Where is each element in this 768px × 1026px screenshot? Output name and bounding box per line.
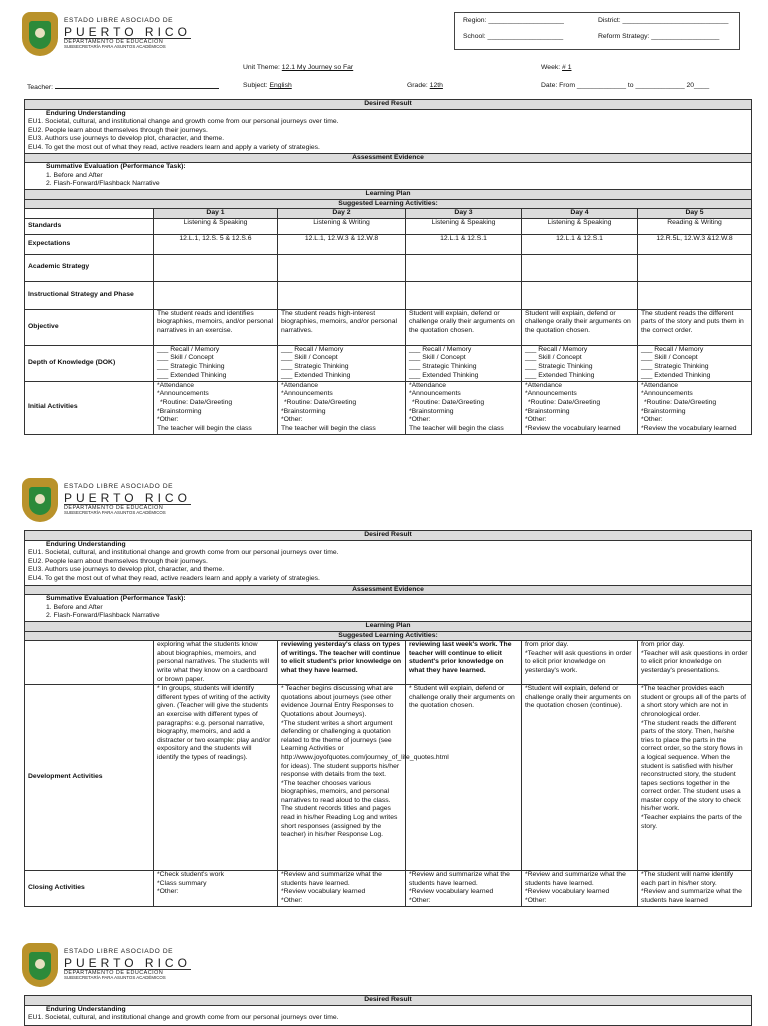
initial-line: The teacher will begin the class xyxy=(281,424,376,432)
dok-option[interactable]: ___ Extended Thinking xyxy=(157,371,227,379)
day-header-blank xyxy=(25,209,154,219)
dok-option[interactable]: ___ Recall / Memory xyxy=(641,345,704,353)
summative-title: Summative Evaluation (Performance Task): xyxy=(46,595,186,603)
reform-strategy-field[interactable]: Reform Strategy: __________________ xyxy=(598,33,720,40)
standards-day-4[interactable]: Listening & Speaking xyxy=(522,218,638,234)
development-activities-label: Development Activities xyxy=(25,685,154,871)
dok-option[interactable]: ___ Strategic Thinking xyxy=(157,362,225,370)
unit-theme-label: Unit Theme: xyxy=(243,64,280,71)
initial-line: *Brainstorming xyxy=(157,407,202,415)
eu2: EU2. People learn about themselves through their journeys. xyxy=(28,557,208,565)
school-field[interactable]: School: ____________________ xyxy=(463,33,564,40)
subject xyxy=(243,82,292,89)
instructional-day-2[interactable] xyxy=(278,281,406,309)
page-3 xyxy=(0,935,768,1024)
initial-line: *Other: xyxy=(641,416,663,424)
lesson-plan-table-page3 xyxy=(24,995,752,1026)
standards-day-3[interactable]: Listening & Speaking xyxy=(406,218,522,234)
eu3: EU3. Authors use journeys to develop plot, character, and theme. xyxy=(28,566,225,574)
dok-day-2[interactable] xyxy=(278,345,406,381)
teacher-label: Teacher: xyxy=(27,84,54,91)
dok-label: Depth of Knowledge (DOK) xyxy=(25,345,154,381)
assessment-evidence-header: Assessment Evidence xyxy=(25,585,752,595)
dok-option[interactable]: ___ Recall / Memory xyxy=(409,345,472,353)
task-1: 1. Before and After xyxy=(46,171,103,179)
initial-activities-label: Initial Activities xyxy=(25,381,154,434)
continued-label-blank xyxy=(25,641,154,685)
dok-option[interactable]: ___ Recall / Memory xyxy=(281,345,344,353)
development-day-4[interactable]: *Student will explain, defend or challenge orally their arguments on the quotation chosen (continue). xyxy=(522,685,638,871)
closing-activities-label: Closing Activities xyxy=(25,871,154,907)
region-field[interactable]: Region: ____________________ xyxy=(463,17,564,24)
instructional-strategy-label: Instructional Strategy and Phase xyxy=(25,281,154,309)
subject-label: Subject: xyxy=(243,82,268,89)
dok-option[interactable]: ___ Extended Thinking xyxy=(525,371,595,379)
grade xyxy=(407,82,443,89)
initial-line: The teacher will begin the class xyxy=(157,424,252,432)
expectations-day-4[interactable]: 12.L.1 & 12.S.1 xyxy=(522,234,638,254)
agency-logo xyxy=(22,943,191,987)
subject-value[interactable]: English xyxy=(269,82,292,89)
initial-line: *Other: xyxy=(157,416,179,424)
initial-line: *Attendance xyxy=(641,381,679,389)
initial-line: *Attendance xyxy=(281,381,319,389)
initial-line: *Brainstorming xyxy=(281,407,326,415)
objective-day-3[interactable]: Student will explain, defend or challenge orally their arguments on the quotation chosen. xyxy=(406,309,522,345)
initial-line: The teacher will begin the class xyxy=(409,424,504,432)
dok-day-5[interactable] xyxy=(638,345,752,381)
initial-line: *Routine: Date/Greeting xyxy=(412,398,485,406)
closing-day-5[interactable]: *The student will name identify each part in his/her story. *Review and summarize what the students have learned xyxy=(638,871,752,907)
day-3-header: Day 3 xyxy=(406,209,522,219)
development-day-2[interactable]: * Teacher begins discussing what are quotations about journeys (see other evidence Journal Entry Responses to Quotations about Journeys). *The student writes a short argument defending or challenging a quotation related to the theme of journeys (see Learning Activities or http://www.joyofquotes.com/journey_of_life_quotes.html for ideas). The student supports his/her response with details from the text. *The teacher chooses various biographies, memoirs, and personal narratives to read aloud to the class. The student records titles and pages read in his/her Reading Log and writes short responses (assigned by the teacher) in his/her Response Log. xyxy=(278,685,406,871)
eu4: EU4. To get the most out of what they read, active readers learn and apply a variety of strategies. xyxy=(28,143,320,151)
enduring-understanding xyxy=(25,109,752,153)
enduring-understanding xyxy=(25,540,752,585)
date-range[interactable]: Date: From _____________ to _____________ 20____ xyxy=(541,82,710,89)
dok-day-1[interactable] xyxy=(154,345,278,381)
objective-day-4[interactable]: Student will explain, defend or challenge orally their arguments on the quotation chosen. xyxy=(522,309,638,345)
closing-day-3[interactable]: *Review and summarize what the students have learned. *Review vocabulary learned *Other: xyxy=(406,871,522,907)
objective-day-2[interactable]: The student reads high-interest biographies, memoirs, and/or personal narratives. xyxy=(278,309,406,345)
objective-label: Objective xyxy=(25,309,154,345)
dok-option[interactable]: ___ Strategic Thinking xyxy=(281,362,349,370)
development-day-3[interactable]: * Student will explain, defend or challenge orally their arguments on the quotation chosen. xyxy=(406,685,522,871)
learning-plan-header: Learning Plan xyxy=(25,189,752,199)
eu3: EU3. Authors use journeys to develop plot, character, and theme. xyxy=(28,135,225,143)
suggested-activities-header: Suggested Learning Activities: xyxy=(25,199,752,209)
agency-logo xyxy=(22,478,191,522)
coat-of-arms-icon xyxy=(22,943,58,987)
initial-line: *Other: xyxy=(409,416,431,424)
initial-line: *Announcements xyxy=(641,390,693,398)
unit-theme-value[interactable]: 12.1 My Journey so Far xyxy=(281,64,354,71)
dok-option[interactable]: ___ Skill / Concept xyxy=(409,354,466,362)
closing-day-1[interactable]: *Check student's work *Class summary *Other: xyxy=(154,871,278,907)
task-2: 2. Flash-Forward/Flashback Narrative xyxy=(46,612,160,620)
academic-strategy-label: Academic Strategy xyxy=(25,254,154,281)
teacher-field[interactable] xyxy=(55,82,219,89)
grade-value[interactable]: 12th xyxy=(429,82,443,89)
enduring-title: Enduring Understanding xyxy=(46,1005,126,1013)
instructional-day-4[interactable] xyxy=(522,281,638,309)
page-1 xyxy=(0,0,768,450)
dok-option[interactable]: ___ Recall / Memory xyxy=(525,345,588,353)
week-label: Week: xyxy=(541,64,561,71)
initial-line: *Attendance xyxy=(409,381,447,389)
eu1: EU1. Societal, cultural, and institutional change and growth come from our personal journeys over time. xyxy=(28,1014,339,1022)
agency-line2: PUERTO RICO xyxy=(64,955,191,970)
development-day-5[interactable]: *The teacher provides each student or groups all of the parts of a short story which are not in chronological order. *The student reads the different parts of the story. Then, he/she tries to place the parts in the correct order, so the story flows in a logical sequence. When the student is satisfied with his/her reconstructed story, the student tapes sections together in the correct order. The student uses a master copy of the story to check his/her work. *Teacher explains the parts of the story. xyxy=(638,685,752,871)
task-2: 2. Flash-Forward/Flashback Narrative xyxy=(46,180,160,188)
agency-line3: DEPARTAMENTO DE EDUCACIÓN xyxy=(64,969,191,976)
agency-line3: DEPARTAMENTO DE EDUCACIÓN xyxy=(64,504,191,511)
initial-line: *Routine: Date/Greeting xyxy=(528,398,601,406)
dok-option[interactable]: ___ Strategic Thinking xyxy=(409,362,477,370)
unit-theme xyxy=(243,64,353,71)
desired-result-header: Desired Result xyxy=(25,100,752,110)
initial-line: *Routine: Date/Greeting xyxy=(160,398,233,406)
agency-line2: PUERTO RICO xyxy=(64,490,191,505)
eu4: EU4. To get the most out of what they read, active readers learn and apply a variety of strategies. xyxy=(28,574,320,582)
summative-evaluation xyxy=(25,595,752,622)
dok-day-3[interactable] xyxy=(406,345,522,381)
agency-line1: ESTADO LIBRE ASOCIADO DE xyxy=(64,483,174,491)
closing-day-4[interactable]: *Review and summarize what the students have learned. *Review vocabulary learned *Other: xyxy=(522,871,638,907)
teacher xyxy=(27,82,219,91)
continued-day-2[interactable]: reviewing yesterday's class on types of writings. The teacher will continue to elicit student's prior knowledge on what they have learned. xyxy=(278,641,406,685)
initial-line: *Attendance xyxy=(157,381,195,389)
standards-day-1[interactable]: Listening & Speaking xyxy=(154,218,278,234)
initial-line: *Announcements xyxy=(157,390,209,398)
expectations-day-5[interactable]: 12.R.5L, 12.W.3 &12.W.8 xyxy=(638,234,752,254)
coat-of-arms-icon xyxy=(22,478,58,522)
desired-result-header: Desired Result xyxy=(25,531,752,541)
agency-line4: SUBSECRETARÍA PARA ASUNTOS ACADÉMICOS xyxy=(64,975,166,981)
development-day-1[interactable]: * In groups, students will identify different types of writing of the activity given. (Teacher will give the students an exercise with different types of paragraphs: e.g. personal narrative, biography, memoirs, and add a distracter or two example: play and/or expository and the students will identify the types of readings). xyxy=(154,685,278,871)
eu1: EU1. Societal, cultural, and institutional change and growth come from our personal journeys over time. xyxy=(28,118,339,126)
expectations-label: Expectations xyxy=(25,234,154,254)
initial-day-1[interactable] xyxy=(154,381,278,434)
continued-day-3[interactable]: reviewing last week's work. The teacher will continue to elicit student's prior knowledge on what they have learned. xyxy=(406,641,522,685)
standards-label: Standards xyxy=(25,218,154,234)
initial-line: *Attendance xyxy=(525,381,563,389)
dok-option[interactable]: ___ Skill / Concept xyxy=(641,354,698,362)
dok-day-4[interactable] xyxy=(522,345,638,381)
day-2-header: Day 2 xyxy=(278,209,406,219)
initial-line: *Review the vocabulary learned xyxy=(641,424,737,432)
continued-day-5[interactable]: from prior day. *Teacher will ask questions in order to elicit prior knowledge on yesterday's presentations. xyxy=(638,641,752,685)
district-field[interactable]: District: ____________________________ xyxy=(598,17,729,24)
enduring-title: Enduring Understanding xyxy=(46,109,126,117)
task-1: 1. Before and After xyxy=(46,603,103,611)
agency-logo xyxy=(22,12,191,56)
week xyxy=(541,64,571,71)
dok-option[interactable]: ___ Skill / Concept xyxy=(281,354,338,362)
lesson-plan-table xyxy=(24,99,752,435)
initial-line: *Brainstorming xyxy=(641,407,686,415)
day-5-header: Day 5 xyxy=(638,209,752,219)
expectations-day-2[interactable]: 12.L.1, 12.W.3 & 12.W.8 xyxy=(278,234,406,254)
objective-day-5[interactable]: The student reads the different parts of the story and puts them in the correct order. xyxy=(638,309,752,345)
expectations-day-1[interactable]: 12.L.1, 12.S. 5 & 12.S.6 xyxy=(154,234,278,254)
dok-option[interactable]: ___ Extended Thinking xyxy=(409,371,479,379)
initial-day-5[interactable] xyxy=(638,381,752,434)
initial-line: *Announcements xyxy=(525,390,577,398)
agency-line1: ESTADO LIBRE ASOCIADO DE xyxy=(64,17,174,25)
day-1-header: Day 1 xyxy=(154,209,278,219)
agency-line2: PUERTO RICO xyxy=(64,24,191,39)
dok-option[interactable]: ___ Skill / Concept xyxy=(525,354,582,362)
initial-line: *Announcements xyxy=(281,390,333,398)
day-4-header: Day 4 xyxy=(522,209,638,219)
objective-day-1[interactable]: The student reads and identifies biographies, memoirs, and/or personal narratives in an exercise. xyxy=(154,309,278,345)
grade-label: Grade: xyxy=(407,82,428,89)
standards-day-2[interactable]: Listening & Writing xyxy=(278,218,406,234)
week-value[interactable]: # 1 xyxy=(562,64,572,71)
initial-line: *Other: xyxy=(525,416,547,424)
initial-line: *Review the vocabulary learned xyxy=(525,424,621,432)
dok-option[interactable]: ___ Strategic Thinking xyxy=(525,362,593,370)
dok-option[interactable]: ___ Extended Thinking xyxy=(641,371,711,379)
agency-line4: SUBSECRETARÍA PARA ASUNTOS ACADÉMICOS xyxy=(64,44,166,50)
expectations-day-3[interactable]: 12.L.1 & 12.S.1 xyxy=(406,234,522,254)
desired-result-header: Desired Result xyxy=(25,996,752,1006)
page-2 xyxy=(0,470,768,920)
assessment-evidence-header: Assessment Evidence xyxy=(25,153,752,163)
initial-line: *Other: xyxy=(281,416,303,424)
suggested-activities-header: Suggested Learning Activities: xyxy=(25,631,752,641)
academic-day-4[interactable] xyxy=(522,254,638,281)
initial-line: *Announcements xyxy=(409,390,461,398)
initial-line: *Brainstorming xyxy=(409,407,454,415)
initial-day-4[interactable] xyxy=(522,381,638,434)
agency-line4: SUBSECRETARÍA PARA ASUNTOS ACADÉMICOS xyxy=(64,510,166,516)
agency-line1: ESTADO LIBRE ASOCIADO DE xyxy=(64,948,174,956)
lesson-plan-table-continued xyxy=(24,530,752,907)
summative-title: Summative Evaluation (Performance Task): xyxy=(46,163,186,171)
instructional-day-3[interactable] xyxy=(406,281,522,309)
agency-line3: DEPARTAMENTO DE EDUCACIÓN xyxy=(64,38,191,45)
continued-day-4[interactable]: from prior day. *Teacher will ask questions in order to elicit prior knowledge on yesterday's work. xyxy=(522,641,638,685)
standards-day-5[interactable]: Reading & Writing xyxy=(638,218,752,234)
continued-day-1[interactable]: exploring what the students know about biographies, memoirs, and personal narratives. The students will write what they know on a cardboard or brown paper. xyxy=(154,641,278,685)
instructional-day-5[interactable] xyxy=(638,281,752,309)
dok-option[interactable]: ___ Strategic Thinking xyxy=(641,362,709,370)
learning-plan-header: Learning Plan xyxy=(25,621,752,631)
academic-day-1[interactable] xyxy=(154,254,278,281)
dok-option[interactable]: ___ Skill / Concept xyxy=(157,354,214,362)
academic-day-5[interactable] xyxy=(638,254,752,281)
enduring-title: Enduring Understanding xyxy=(46,540,126,548)
initial-line: *Routine: Date/Greeting xyxy=(644,398,717,406)
initial-day-2[interactable] xyxy=(278,381,406,434)
academic-day-3[interactable] xyxy=(406,254,522,281)
academic-day-2[interactable] xyxy=(278,254,406,281)
coat-of-arms-icon xyxy=(22,12,58,56)
dok-option[interactable]: ___ Recall / Memory xyxy=(157,345,220,353)
initial-line: *Routine: Date/Greeting xyxy=(284,398,357,406)
eu1: EU1. Societal, cultural, and institutional change and growth come from our personal journeys over time. xyxy=(28,549,339,557)
closing-day-2[interactable]: *Review and summarize what the students have learned. *Review vocabulary learned *Other: xyxy=(278,871,406,907)
dok-option[interactable]: ___ Extended Thinking xyxy=(281,371,351,379)
eu2: EU2. People learn about themselves through their journeys. xyxy=(28,126,208,134)
initial-day-3[interactable] xyxy=(406,381,522,434)
instructional-day-1[interactable] xyxy=(154,281,278,309)
summative-evaluation xyxy=(25,163,752,190)
enduring-understanding xyxy=(25,1005,752,1025)
initial-line: *Brainstorming xyxy=(525,407,570,415)
region-box xyxy=(454,12,740,50)
